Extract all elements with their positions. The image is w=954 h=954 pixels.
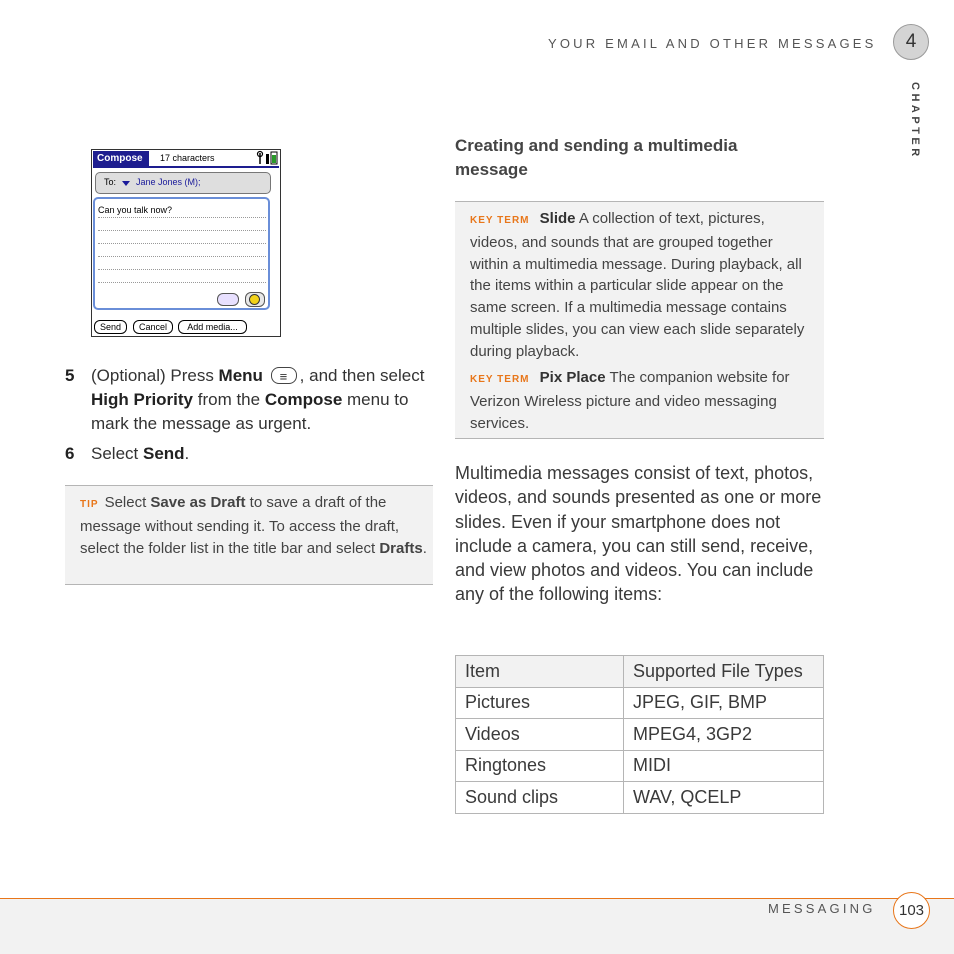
ruled-line [98, 230, 266, 231]
table-cell: Videos [456, 719, 624, 751]
cancel-button: Cancel [133, 320, 173, 334]
section-heading: Creating and sending a multimedia message [455, 136, 738, 179]
table-cell: Pictures [456, 687, 624, 719]
table-cell: JPEG, GIF, BMP [624, 687, 824, 719]
ruled-line [98, 243, 266, 244]
step-number: 5 [65, 366, 75, 385]
table-header-cell: Supported File Types [624, 656, 824, 688]
compose-title: Compose [93, 151, 149, 166]
tip-box [65, 485, 433, 585]
step-number: 6 [65, 444, 75, 463]
title-bar-line [93, 166, 279, 168]
to-value: Jane Jones (M); [136, 177, 201, 187]
tip-text: TIP Select Save as Draft to save a draft of the message without sending it. To access the draft, select the folder list in the title bar and select Drafts. [80, 494, 427, 557]
table-cell: Ringtones [456, 750, 624, 782]
chapter-number-badge: 4 [893, 24, 929, 60]
tip-tag: TIP [80, 499, 99, 510]
to-field [95, 172, 271, 194]
compose-screenshot [91, 149, 281, 337]
ruled-line [98, 256, 266, 257]
table-cell: WAV, QCELP [624, 782, 824, 814]
add-media-button: Add media... [178, 320, 247, 334]
key-term-pix-place: KEY TERM Pix Place The companion website for Verizon Wireless picture and video messaging services. [470, 369, 790, 432]
table-cell: Sound clips [456, 782, 624, 814]
signal-battery-icon [255, 150, 279, 166]
body-paragraph: Multimedia messages consist of text, photos, videos, and sounds presented as one or more slides. Even if your smartphone does not include a camera, you can still send, receive, and view photos and videos. You can include any of the following items: [455, 463, 822, 605]
key-term-slide: KEY TERM Slide A collection of text, pictures, videos, and sounds that are grouped together within a multimedia message. During playback, all the items within a particular slide appear on the same screen. If a multimedia message contains multiple slides, you can view each slide separately during playback. [470, 210, 805, 360]
character-count: 17 characters [160, 153, 215, 163]
table-row [456, 687, 824, 719]
step-5-text: (Optional) Press Menu ≡ , and then select High Priority from the Compose menu to mark the message as urgent. [91, 364, 436, 436]
step-6-text: Select Send. [91, 444, 190, 463]
key-term-box [455, 201, 824, 439]
table-row [456, 782, 824, 814]
footer-section-label: MESSAGING [768, 901, 876, 916]
table-header-cell: Item [456, 656, 624, 688]
message-text: Can you talk now? [98, 205, 173, 215]
table-cell: MPEG4, 3GP2 [624, 719, 824, 751]
send-button: Send [94, 320, 127, 334]
table-row [456, 719, 824, 751]
table-header-row [456, 656, 824, 688]
smiley-button [245, 292, 265, 307]
file-types-table [455, 655, 824, 814]
page-number: 103 [893, 892, 930, 929]
ruled-line [98, 282, 266, 283]
table-cell: MIDI [624, 750, 824, 782]
dropdown-arrow-icon [122, 181, 130, 186]
chapter-label: CHAPTER [909, 82, 921, 160]
running-head: YOUR EMAIL AND OTHER MESSAGES [548, 36, 877, 51]
table-row [456, 750, 824, 782]
text-emoticon-icon [217, 293, 239, 306]
smiley-icon [249, 294, 260, 305]
to-label: To: [104, 177, 117, 187]
ruled-line [98, 269, 266, 270]
menu-key-icon [271, 367, 297, 384]
ruled-line [98, 217, 266, 218]
message-area [93, 197, 270, 310]
